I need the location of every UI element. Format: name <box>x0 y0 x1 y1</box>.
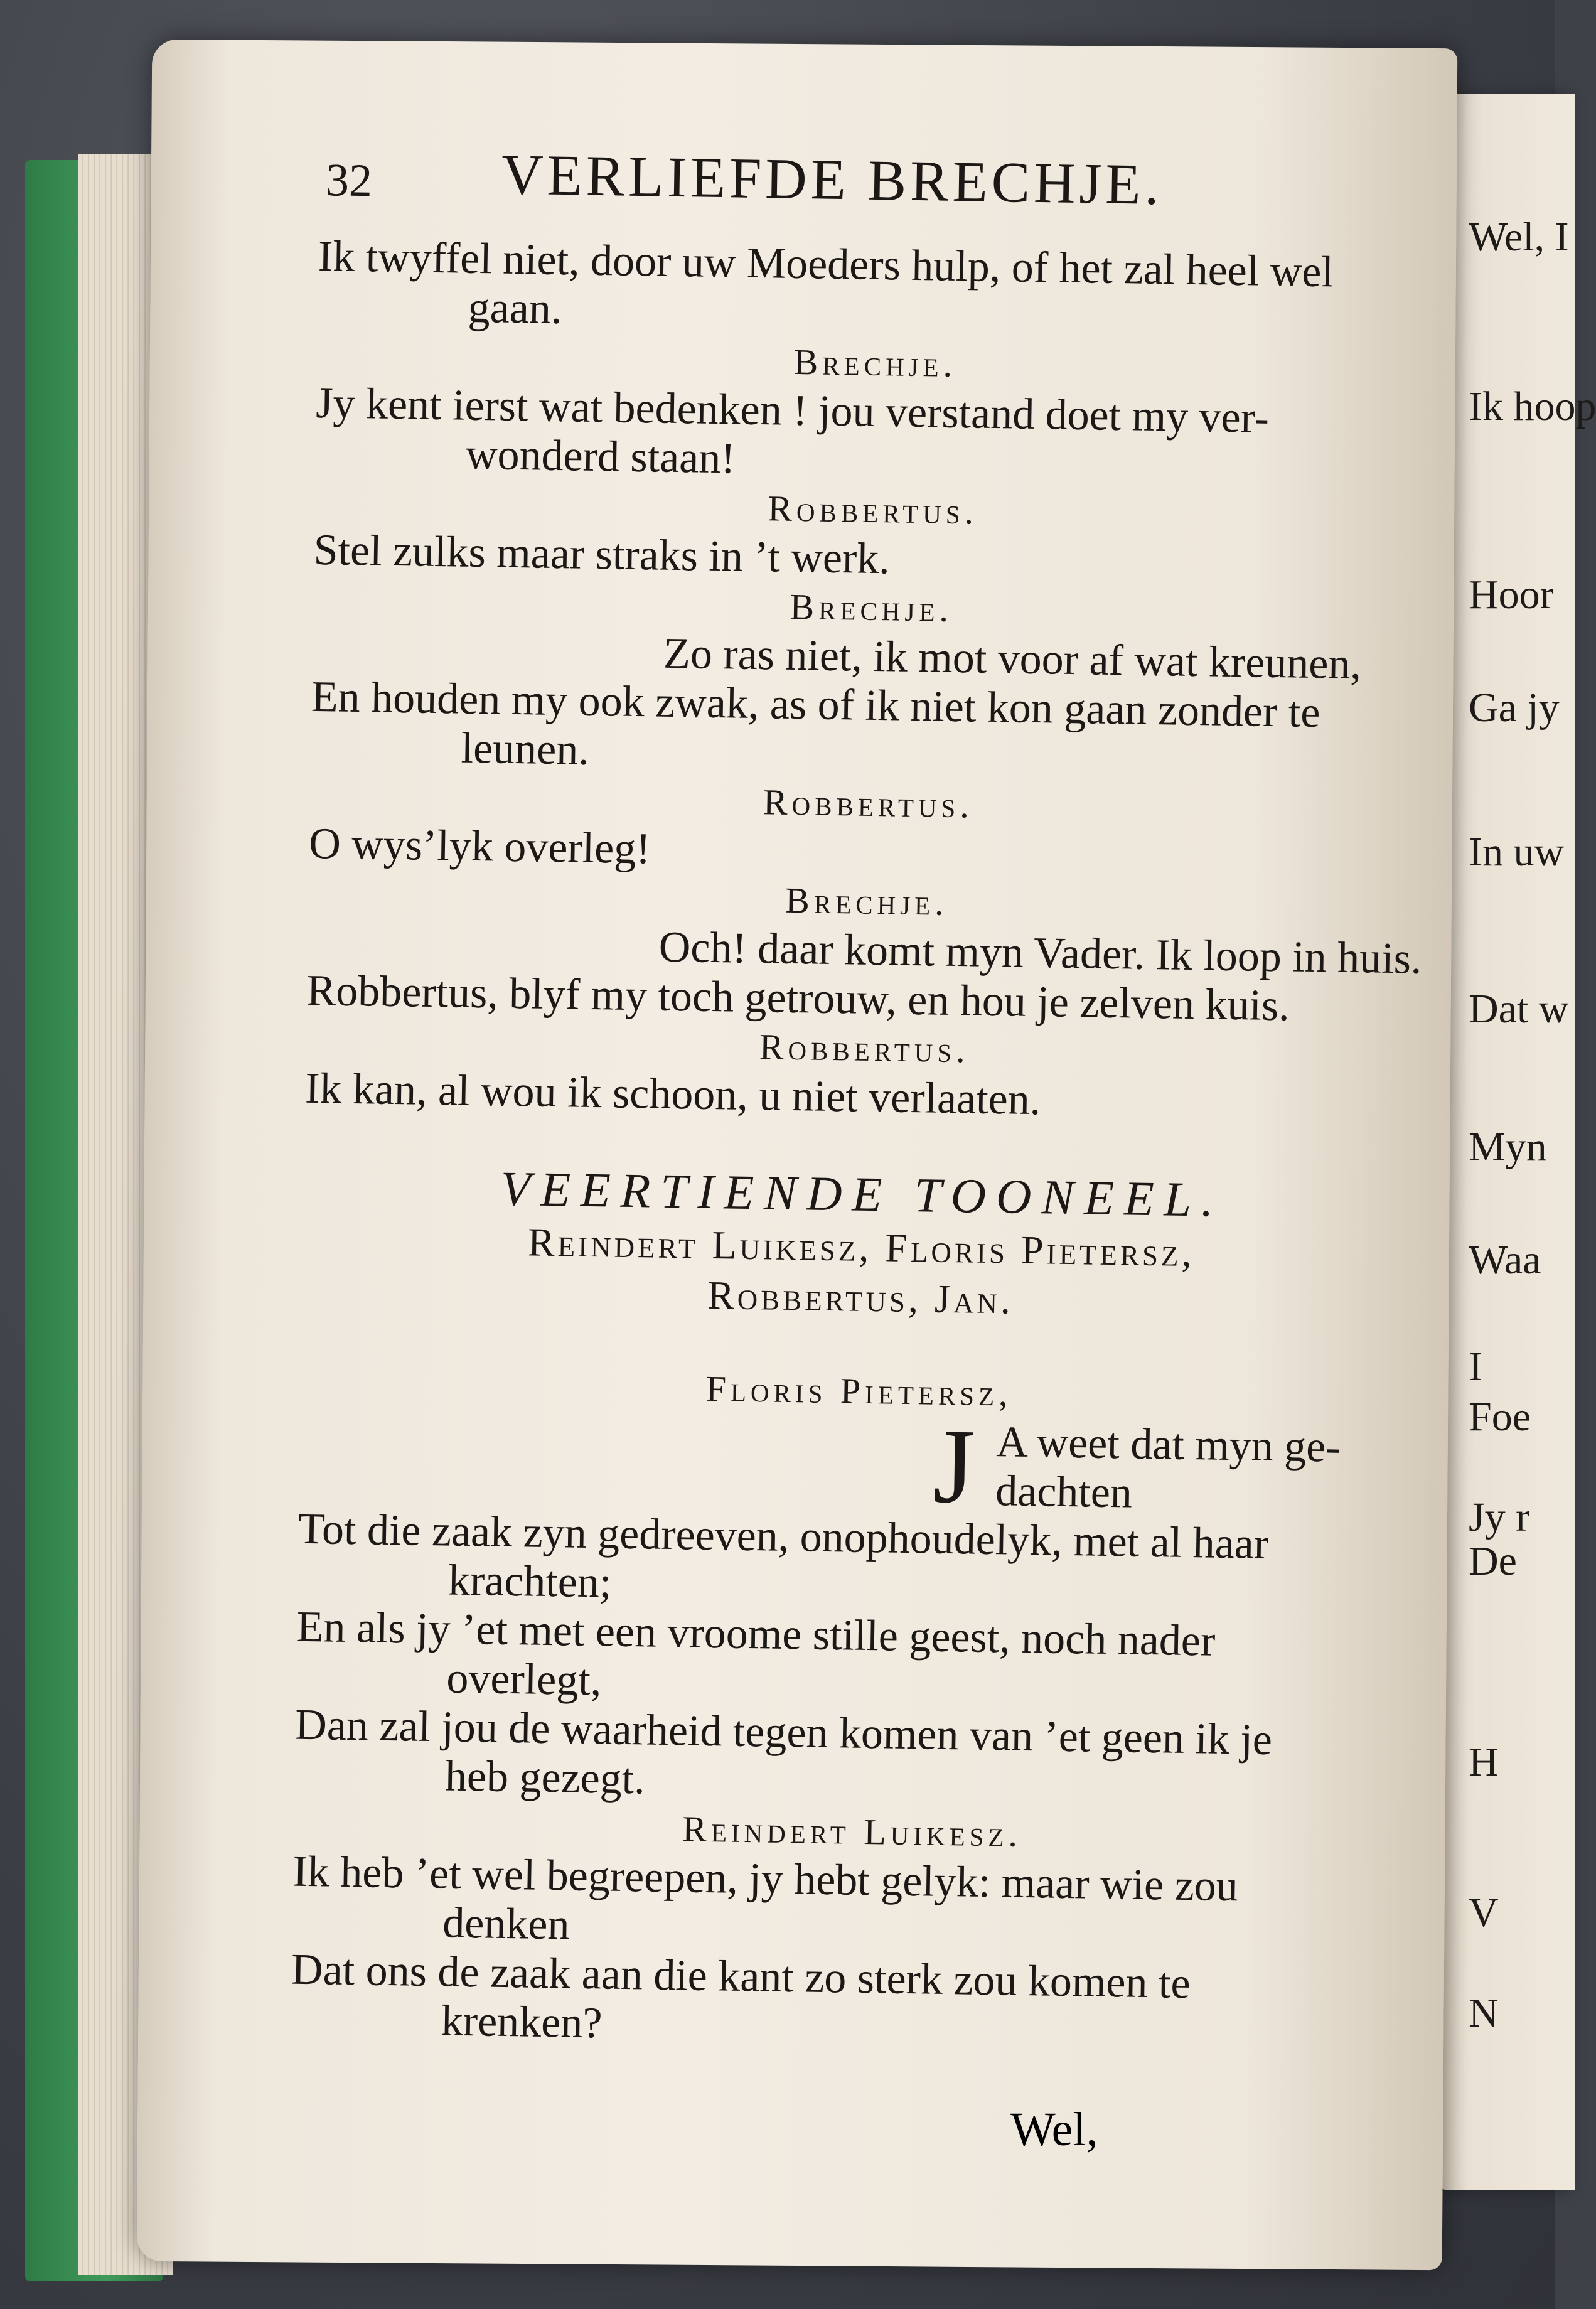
speaker-name: Robbertus. <box>763 781 974 826</box>
text-line-continuation: wonderd staan! <box>465 430 736 483</box>
speaker-name: Brechje. <box>790 586 953 629</box>
facing-line: I <box>1469 1344 1482 1390</box>
text-line-continuation: overlegt, <box>446 1654 602 1705</box>
text-line-continuation: krenken? <box>441 1996 603 2048</box>
speaker-name: Floris Pietersz, <box>705 1368 1013 1414</box>
facing-line: N <box>1469 1990 1499 2036</box>
text-line-continuation: gaan. <box>468 283 563 334</box>
drop-cap: J <box>932 1406 976 1526</box>
facing-line: H <box>1469 1739 1499 1785</box>
text-line: Dan zal jou de waarheid tegen komen van ’et geen ik je <box>294 1700 1273 1765</box>
cast-list: Reindert Luikesz, Floris Pietersz, <box>527 1219 1196 1275</box>
facing-line: Hoor <box>1469 572 1554 618</box>
facing-line: De <box>1469 1538 1517 1584</box>
page-number: 32 <box>325 154 373 207</box>
text-line-continuation: denken <box>442 1899 570 1949</box>
text-line-continuation: leunen. <box>461 724 590 774</box>
facing-line: Wel, I <box>1469 214 1569 260</box>
speaker-name: Robbertus. <box>759 1026 970 1071</box>
text-line: O wys’lyk overleg! <box>308 819 651 874</box>
text-line-indented: Zo ras niet, ik mot voor af wat kreunen, <box>663 629 1362 689</box>
text-line: Ik heb ’et wel begreepen, jy hebt gelyk: maar wie zou <box>292 1847 1239 1911</box>
text-line: A weet dat myn ge- <box>995 1418 1341 1472</box>
speaker-name: Brechje. <box>785 879 949 923</box>
text-line: En houden my ook zwak, as of ik niet kon gaan zonder te <box>311 672 1321 737</box>
cast-list: Robbertus, Jan. <box>707 1272 1014 1322</box>
facing-line: Foe <box>1469 1394 1531 1440</box>
text-line: Ik twyffel niet, door uw Moeders hulp, of het zal heel wel <box>318 232 1334 297</box>
text-line-continuation: krachten; <box>447 1556 612 1607</box>
facing-line: Myn <box>1469 1124 1547 1170</box>
facing-line: Dat w <box>1469 986 1569 1032</box>
page-text <box>290 138 1437 2061</box>
facing-line: Ga jy <box>1469 685 1560 731</box>
text-line: Robbertus, blyf my toch getrouw, en hou je zelven kuis. <box>306 966 1290 1031</box>
text-line-continuation: dachten <box>995 1467 1133 1518</box>
text-line-indented: Och! daar komt myn Vader. Ik loop in huis. <box>658 923 1423 983</box>
text-line: Dat ons de zaak aan die kant zo sterk zou komen te <box>291 1945 1191 2008</box>
play-text <box>290 232 1435 2061</box>
speaker-name: Robbertus. <box>767 488 978 532</box>
catchword: Wel, <box>1010 2103 1098 2156</box>
text-line: Stel zulks maar straks in ’t werk. <box>313 525 891 584</box>
facing-line: V <box>1469 1890 1499 1936</box>
scene-heading: VEERTIENDE TOONEEL. <box>500 1160 1224 1227</box>
facing-line: In uw <box>1469 829 1565 875</box>
text-line: En als jy ’et met een vroome stille geest, noch nader <box>296 1602 1216 1666</box>
text-line-continuation: heb gezegt. <box>444 1752 646 1804</box>
facing-line: Ik hoop <box>1469 383 1596 429</box>
facing-line: Jy r <box>1469 1494 1530 1540</box>
text-line: Tot die zaak zyn gedreeven, onophoudelyk, met al haar <box>297 1504 1269 1569</box>
speaker-name: Reindert Luikesz. <box>682 1808 1022 1855</box>
running-title: VERLIEFDE BRECHJE. <box>501 142 1164 217</box>
text-line: Jy kent ierst wat bedenken ! jou verstand doet my ver- <box>315 378 1270 442</box>
text-line: Ik kan, al wou ik schoon, u niet verlaaten. <box>304 1064 1041 1125</box>
page-header <box>319 138 1437 250</box>
speaker-name: Brechje. <box>793 341 957 385</box>
facing-line: Waa <box>1469 1237 1541 1283</box>
